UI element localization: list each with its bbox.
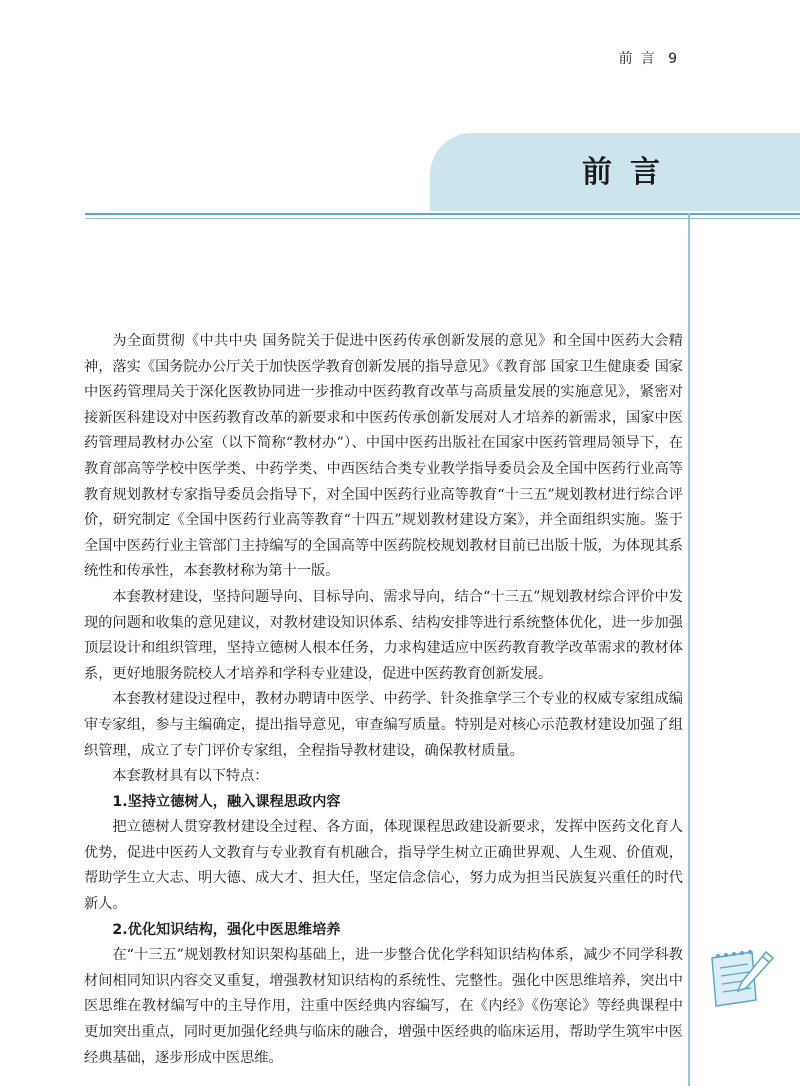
margin-rule [688,213,690,1086]
section-heading: 1.坚持立德树人，融入课程思政内容 [112,793,341,810]
page-number: 9 [668,51,678,67]
section-heading: 2.优化知识结构，强化中医思维培养 [112,921,341,938]
paragraph: 本套教材建设过程中，教材办聘请中医学、中药学、针灸推拿学三个专业的权威专家组成编审专家组，参与主编确定，提出指导意见，审查编写质量。特别是对核心示范教材建设加强了组织管理，成立了专门评价专家组，全程指导教材建设，确保教材质量。 [84,691,683,759]
running-head-title: 前言 [618,51,663,67]
section-paragraph: 在“十三五”规划教材知识架构基础上，进一步整合优化学科知识结构体系，减少不同学科教材间相同知识内容交叉重复，增强教材知识结构的系统性、完整性。强化中医思维培养，突出中医思维在教材编写中的主导作用，注重中医经典内容编写，在《内经》《伤寒论》等经典课程中更加突出重点，同时更加强化经典与临床的融合，增强中医经典的临床运用，帮助学生筑牢中医经典基础，逐步形成中医思维。 [84,947,683,1066]
header-rule [85,213,800,215]
paragraph: 本套教材具有以下特点： [112,768,269,785]
header-rule-thin [85,218,800,219]
notebook-pencil-icon [708,948,776,1010]
running-head [619,48,678,68]
section-paragraph: 把立德树人贯穿教材建设全过程、各方面，体现课程思政建设新要求，发挥中医药文化育人优势，促进中医药人文教育与专业教育有机融合，指导学生树立正确世界观、人生观、价值观，帮助学生立大志、明大德、成大才、担大任，坚定信念信心，努力成为担当民族复兴重任的时代新人。 [84,819,683,913]
title-band [430,133,800,211]
page-title: 前言 [582,155,678,190]
paragraph: 本套教材建设，坚持问题导向、目标导向、需求导向，结合“十三五”规划教材综合评价中发现的问题和收集的意见建议，对教材建设知识体系、结构安排等进行系统整体优化，进一步加强顶层设计和组织管理，坚持立德树人根本任务，力求构建适应中医药教育教学改革需求的教材体系，更好地服务院校人才培养和学科专业建设，促进中医药教育创新发展。 [84,588,683,682]
paragraph: 为全面贯彻《中共中央 国务院关于促进中医药传承创新发展的意见》和全国中医药大会精神，落实《国务院办公厅关于加快医学教育创新发展的指导意见》《教育部 国家卫生健康委 国家中医药管理局关于深化医教协同进一步推动中医药教育改革与高质量发展的实施意见》，紧密对接新医科建设对中医药教育改革的新要求和中医药传承创新发展对人才培养的新需求，国家中医药管理局教材办公室（以下简称“教材办”）、中国中医药出版社在国家中医药管理局领导下，在教育部高等学校中医学类、中药学类、中西医结合类专业教学指导委员会及全国中医药行业高等教育规划教材专家指导委员会指导下，对全国中医药行业高等教育“十三五”规划教材进行综合评价，研究制定《全国中医药行业高等教育“十四五”规划教材建设方案》，并全面组织实施。鉴于全国中医药行业主管部门主持编写的全国高等中医药院校规划教材目前已出版十版，为体现其系统性和传承性，本套教材称为第十一版。 [84,333,683,580]
body-text [84,329,683,1071]
